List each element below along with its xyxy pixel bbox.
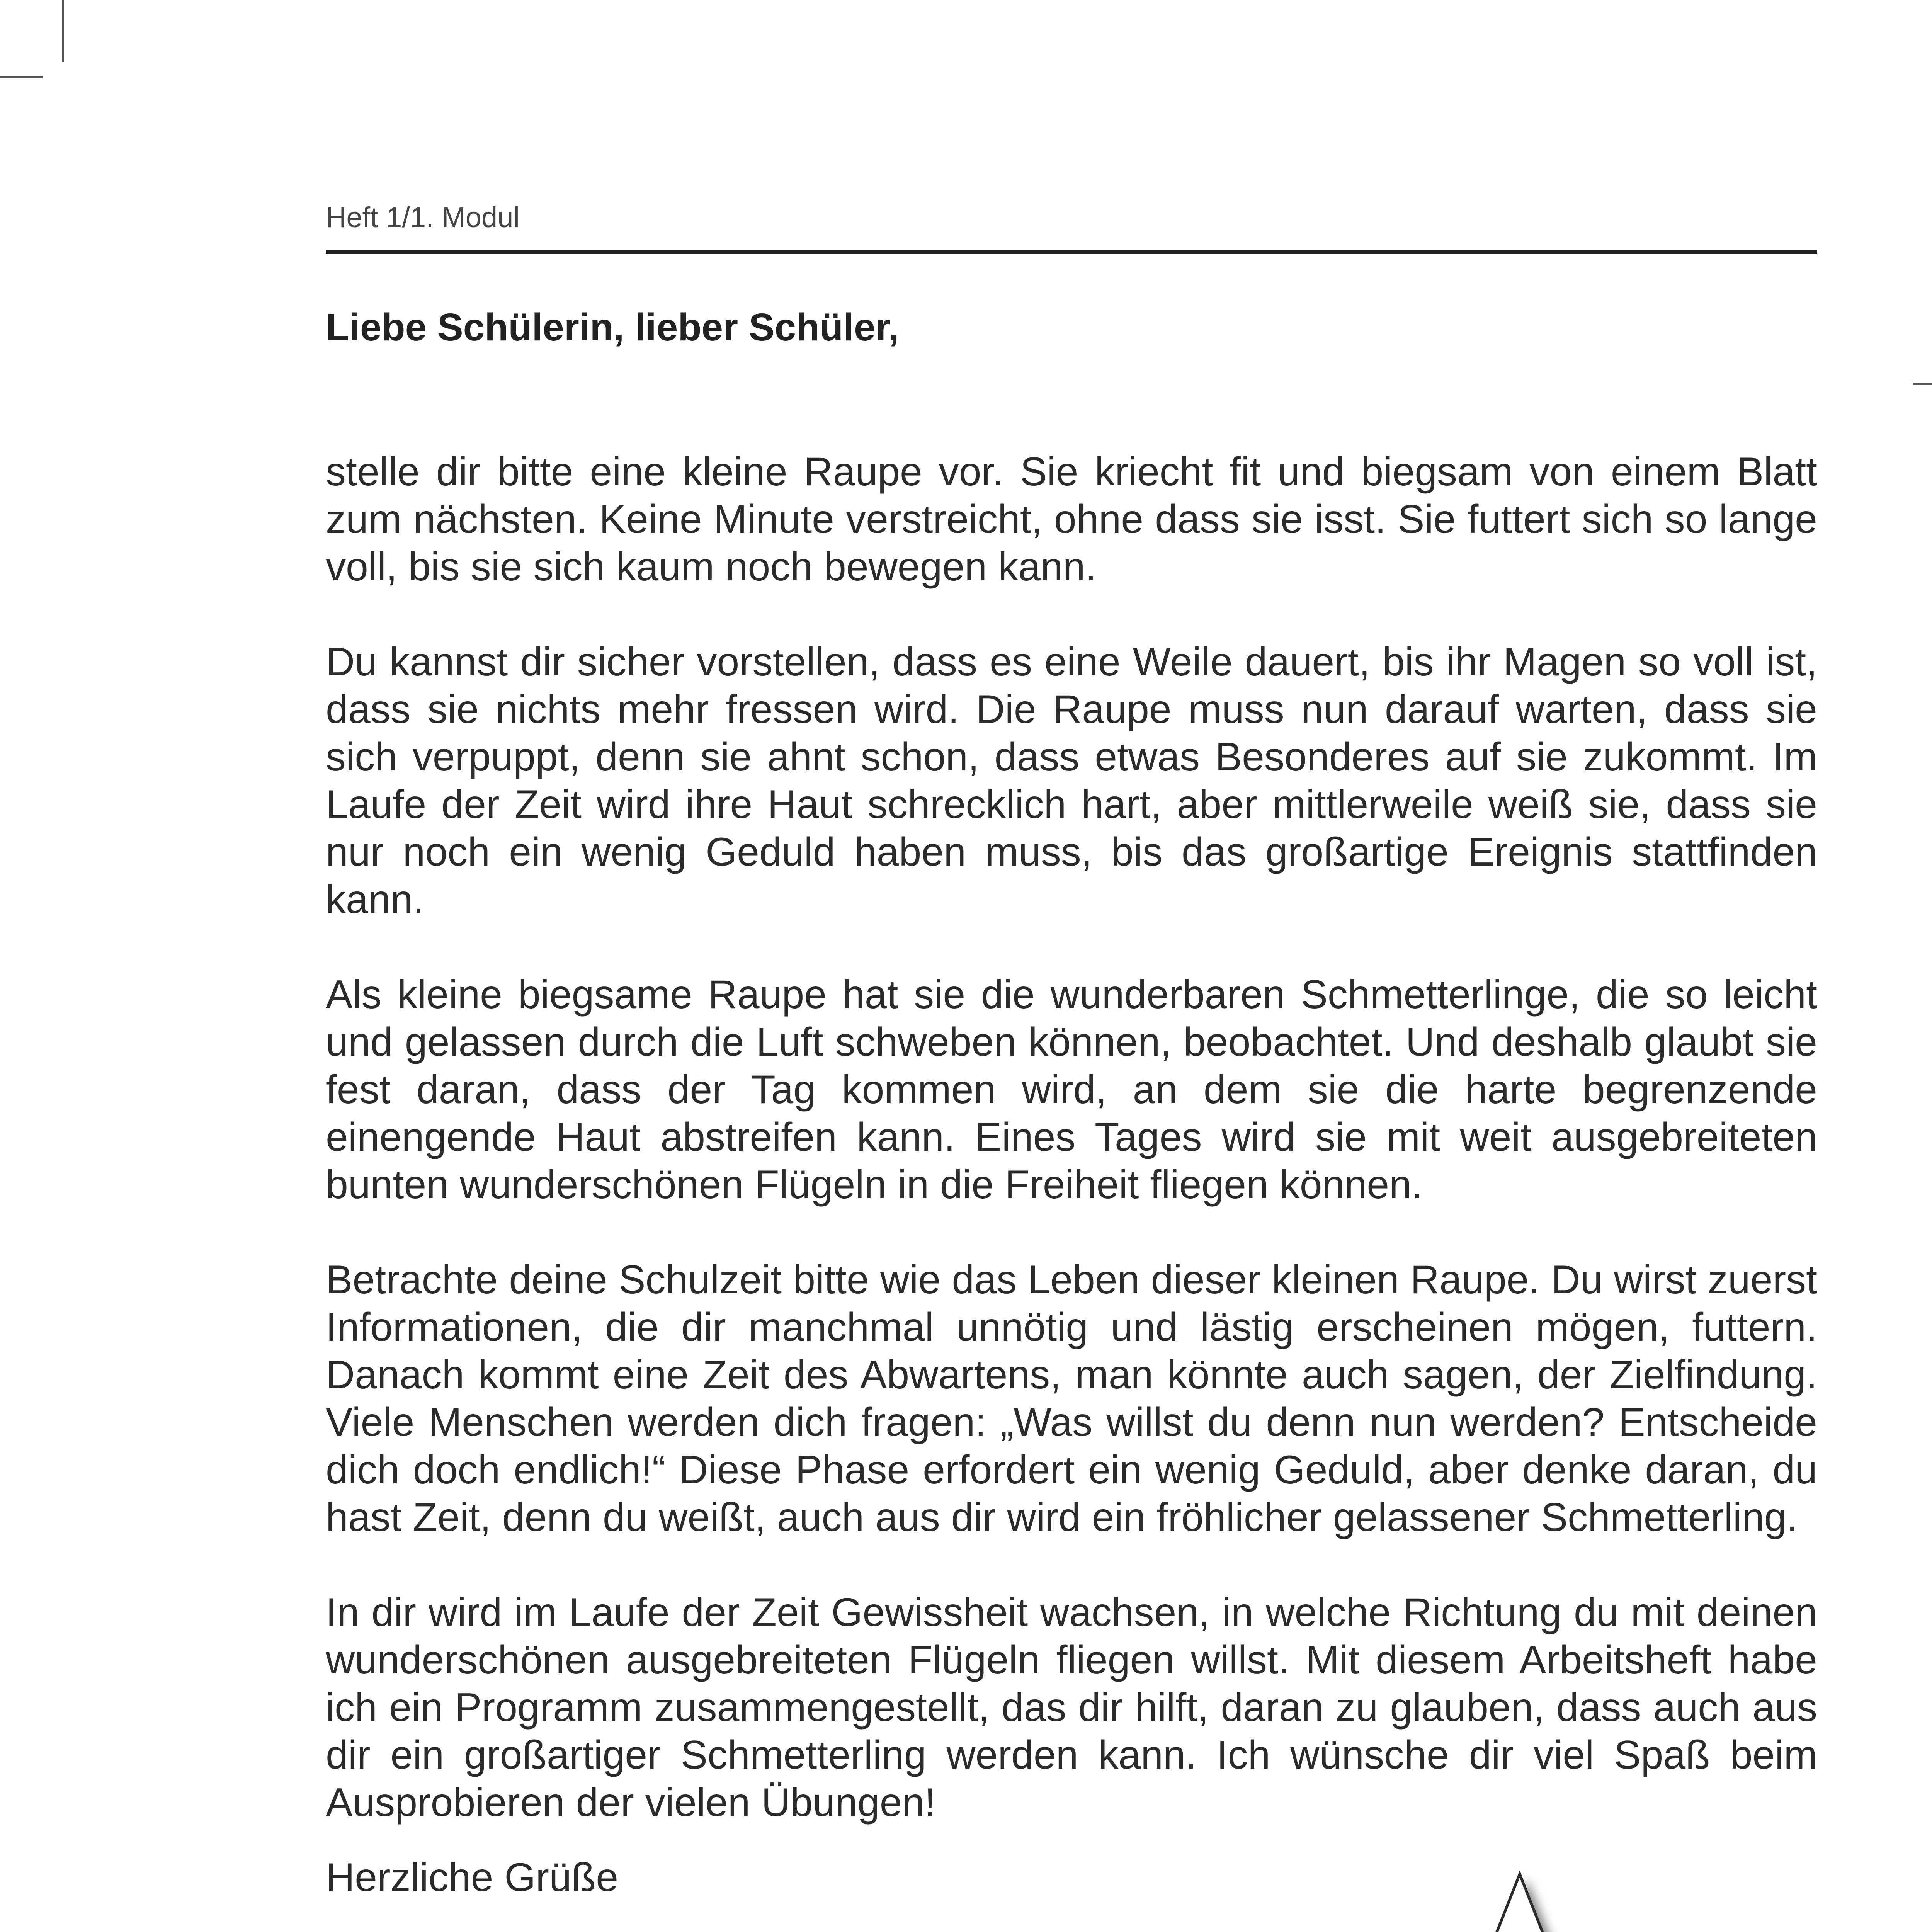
crop-mark	[0, 76, 43, 78]
paragraph: stelle dir bitte eine kleine Raupe vor. Sie kriecht fit und biegsam von einem Blatt zum nächsten. Keine Minute verstreicht, ohne dass sie isst. Sie futtert sich so lange voll, bis sie sich kaum noch bewegen kann.	[326, 449, 1817, 589]
paragraph: Als kleine biegsame Raupe hat sie die wunderbaren Schmetterlinge, die so leicht und gelassen durch die Luft schweben können, beobachtet. Und deshalb glaubt sie fest daran, dass der Tag kommen wird, an dem sie die harte begrenzende einengende Haut abstreifen kann. Eines Tages wird sie mit weit ausgebreiteten bunten wunderschönen Flügeln in die Freiheit fliegen können.	[326, 972, 1817, 1207]
paragraph: Betrachte deine Schulzeit bitte wie das Leben dieser kleinen Raupe. Du wirst zuerst Informationen, die dir manchmal unnötig und lästig erscheinen mögen, futtern. Danach kommt eine Zeit des Abwartens, man könnte auch sagen, der Zielfindung. Viele Menschen werden dich fragen: „Was willst du denn nun werden? Entscheide dich doch endlich!“ Diese Phase erfordert ein wenig Geduld, aber denke daran, du hast Zeit, denn du weißt, auch aus dir wird ein fröhlicher gelassener Schmetterling.	[326, 1257, 1817, 1540]
paragraph: In dir wird im Laufe der Zeit Gewissheit wachsen, in welche Richtung du mit deinen wunderschönen ausgebreiteten Flügeln fliegen willst. Mit diesem Arbeitsheft habe ich ein Programm zusammengestellt, das dir hilft, daran zu glauben, dass auch aus dir ein großartiger Schmetterling werden kann. Ich wünsche dir viel Spaß beim Ausprobieren der vielen Übungen!	[326, 1590, 1817, 1825]
header-text: Heft 1/1. Modul	[326, 201, 520, 233]
greeting-heading: Liebe Schülerin, lieber Schüler,	[326, 306, 899, 349]
paragraph: Du kannst dir sicher vorstellen, dass es eine Weile dauert, bis ihr Magen so voll ist, dass sie nichts mehr fressen wird. Die Raupe muss nun darauf warten, dass sie sich verpuppt, denn sie ahnt schon, dass etwas Besonderes auf sie zukommt. Im Laufe der Zeit wird ihre Haut schrecklich hart, aber mittlerweile weiß sie, dass sie nur noch ein wenig Geduld haben muss, bis das großartige Ereignis stattfinden kann.	[326, 639, 1817, 922]
letter-body	[326, 448, 1817, 1874]
crop-mark	[62, 0, 64, 62]
closing-line: Herzliche Grüße	[326, 1855, 619, 1900]
crop-mark	[1913, 383, 1932, 385]
header-rule	[326, 250, 1817, 254]
running-header	[326, 201, 1817, 234]
star-shape	[1213, 1870, 1832, 1932]
